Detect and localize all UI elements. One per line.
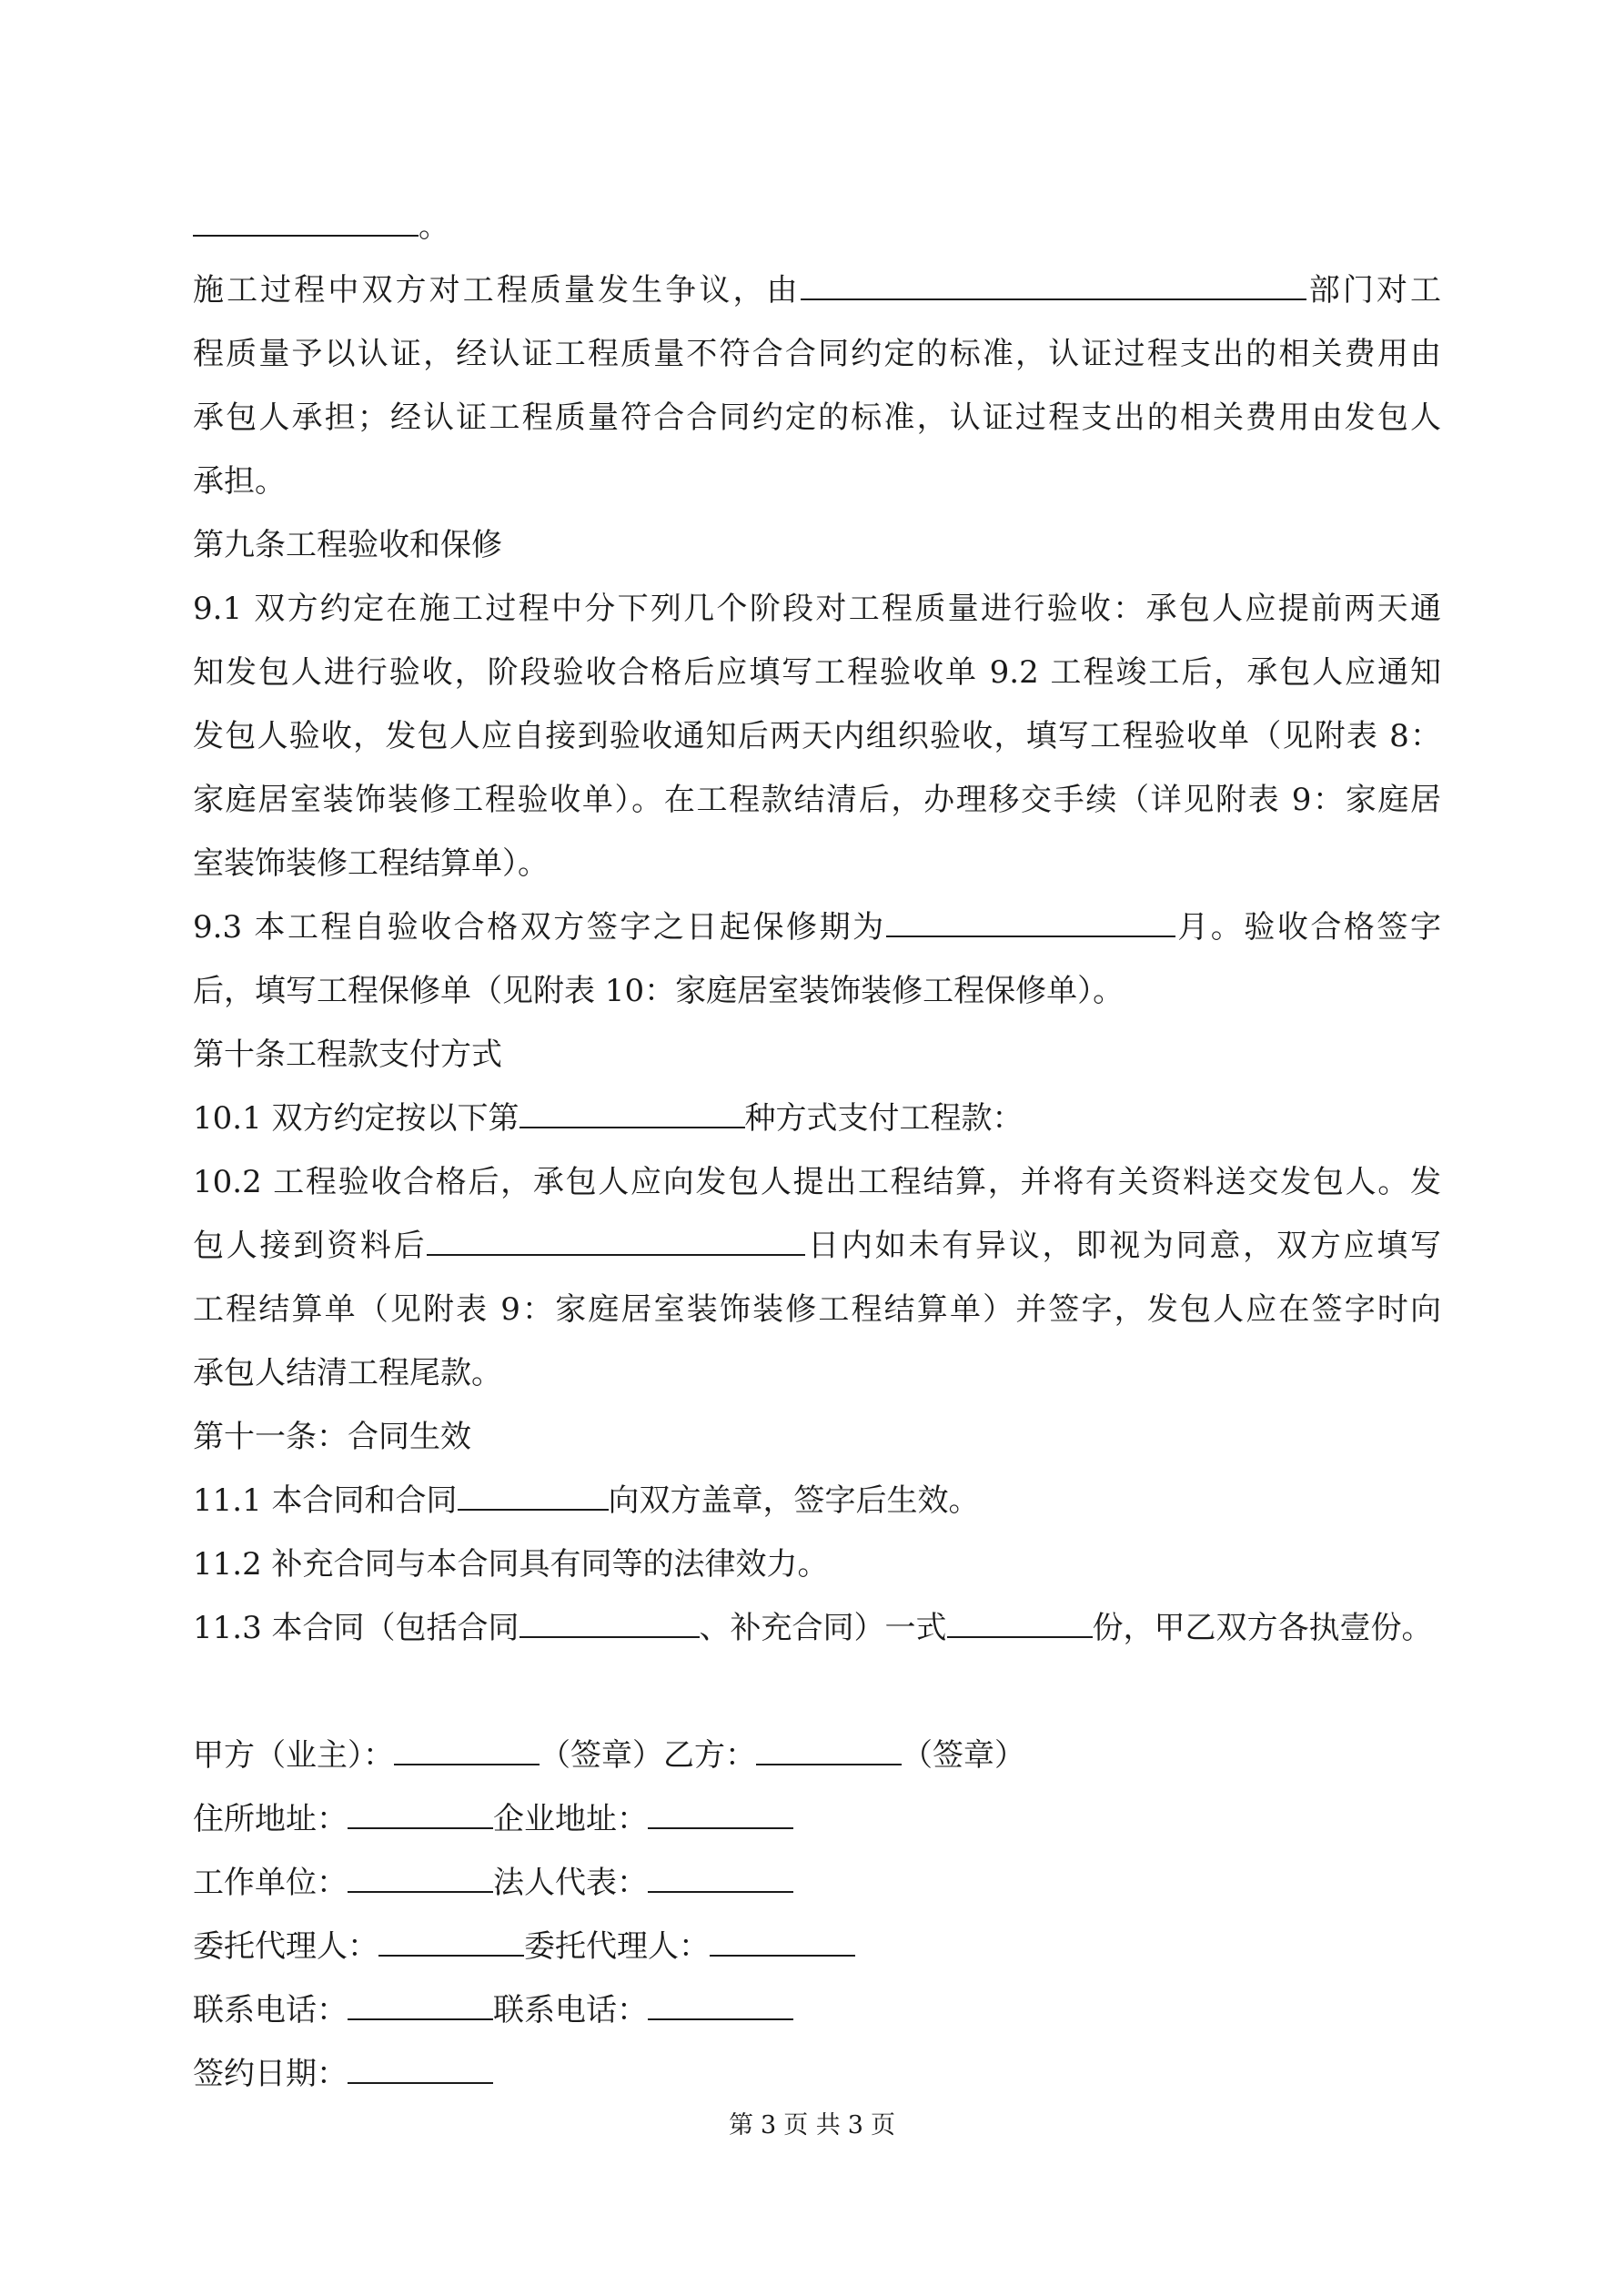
payment-clause-start: 10.1 双方约定按以下第 (193, 1100, 519, 1137)
current-page-number: 3 (761, 2111, 777, 2139)
text-line: 程质量予以认证，经认证工程质量不符合合同约定的标准，认证过程支出的相关费用由 (193, 336, 1441, 372)
contract-blank (458, 1483, 609, 1511)
text-line: 室装饰装修工程结算单）。 (193, 845, 549, 882)
legal-rep-blank (648, 1866, 793, 1893)
text-line (193, 195, 1441, 258)
total-page-number: 3 (847, 2111, 863, 2139)
article-11-heading: 第十一条：合同生效 (193, 1419, 471, 1455)
agent-b-blank (710, 1929, 855, 1957)
signature-line-address (193, 1787, 1441, 1851)
copies-clause-end: 份，甲乙双方各执壹份。 (1092, 1610, 1433, 1646)
signature-line-phones (193, 1978, 1441, 2042)
text-line: 家庭居室装饰装修工程验收单）。在工程款结清后，办理移交手续（详见附表 9：家庭居 (193, 782, 1441, 818)
footer-prefix: 第 (729, 2111, 754, 2139)
footer-middle: 页 共 (783, 2111, 841, 2139)
copies-clause-start: 11.3 本合同（包括合同 (193, 1610, 519, 1646)
dispute-clause-mid: 部门对工 (1306, 272, 1442, 308)
employer-label: 工作单位： (193, 1865, 348, 1901)
phone-b-label: 联系电话： (493, 1992, 648, 2028)
signature-line-agents (193, 1915, 1441, 1978)
page-footer (0, 2109, 1624, 2142)
text-line: 工程结算单（见附表 9：家庭居室装饰装修工程结算单）并签字，发包人应在签字时向 (193, 1291, 1441, 1328)
text-line: 后，填写工程保修单（见附表 10：家庭居室装饰装修工程保修单）。 (193, 973, 1125, 1009)
party-a-blank (394, 1738, 540, 1765)
text-line: 承包人结清工程尾款。 (193, 1355, 502, 1391)
text-line (193, 258, 1441, 322)
footer-suffix: 页 (870, 2111, 895, 2139)
text-line: 承包人承担；经认证工程质量符合合同约定的标准，认证过程支出的相关费用由发包人 (193, 400, 1441, 436)
signature-line-date (193, 2042, 1441, 2106)
contract-name-blank (519, 1611, 700, 1638)
warranty-period-blank (886, 910, 1175, 937)
signature-line-employer (193, 1851, 1441, 1915)
party-b-seal: （签章） (902, 1737, 1025, 1774)
text-line: 10.2 工程验收合格后，承包人应向发包人提出工程结算，并将有关资料送交发包人。发 (193, 1164, 1441, 1200)
party-a-label: 甲方（业主）： (193, 1737, 394, 1774)
employer-blank (348, 1866, 493, 1893)
text-line (193, 1214, 1441, 1278)
article-10-heading: 第十条工程款支付方式 (193, 1037, 502, 1073)
settlement-clause-start: 包人接到资料后 (193, 1228, 428, 1264)
text-line: 发包人验收，发包人应自接到验收通知后两天内组织验收，填写工程验收单（见附表 8： (193, 718, 1441, 754)
payment-clause-end: 种方式支付工程款： (744, 1100, 1024, 1137)
legal-rep-label: 法人代表： (493, 1865, 648, 1901)
company-address-blank (648, 1802, 793, 1829)
document-body (193, 195, 1441, 2106)
company-address-label: 企业地址： (493, 1801, 648, 1837)
dispute-clause-start: 施工过程中双方对工程质量发生争议，由 (193, 272, 801, 308)
phone-a-blank (348, 1993, 493, 2020)
fill-blank (193, 209, 419, 237)
text-line: 11.2 补充合同与本合同具有同等的法律效力。 (193, 1546, 829, 1583)
text-line: 9.1 双方约定在施工过程中分下列几个阶段对工程质量进行验收：承包人应提前两天通 (193, 591, 1441, 627)
warranty-clause-mid: 月。验收合格签字 (1175, 909, 1441, 946)
effect-clause-end: 向双方盖章，签字后生效。 (608, 1482, 980, 1519)
line-tail: 。 (419, 208, 449, 245)
agent-a-blank (378, 1929, 524, 1957)
date-label: 签约日期： (193, 2056, 348, 2092)
effect-clause-start: 11.1 本合同和合同 (193, 1482, 458, 1519)
address-blank (348, 1802, 493, 1829)
text-line: 承担。 (193, 463, 286, 500)
signature-block (193, 1724, 1441, 2106)
party-a-seal: （签章） (540, 1737, 663, 1774)
days-blank (427, 1229, 805, 1256)
text-line (193, 1596, 1441, 1660)
text-line (193, 895, 1441, 959)
article-9-heading: 第九条工程验收和保修 (193, 527, 502, 563)
department-blank (801, 273, 1306, 300)
agent-b-label: 委托代理人： (524, 1928, 710, 1965)
party-b-blank (756, 1738, 902, 1765)
phone-a-label: 联系电话： (193, 1992, 348, 2028)
copies-count-blank (947, 1611, 1093, 1638)
copies-clause-mid: 、补充合同）一式 (699, 1610, 947, 1646)
spacer (193, 1660, 1441, 1724)
signature-line-parties (193, 1724, 1441, 1787)
text-line: 知发包人进行验收，阶段验收合格后应填写工程验收单 9.2 工程竣工后，承包人应通知 (193, 654, 1441, 691)
text-line (193, 1469, 1441, 1532)
text-line (193, 1087, 1441, 1150)
payment-method-blank (519, 1101, 745, 1128)
phone-b-blank (648, 1993, 793, 2020)
date-blank (348, 2057, 493, 2084)
party-b-label: 乙方： (663, 1737, 756, 1774)
agent-a-label: 委托代理人： (193, 1928, 378, 1965)
settlement-clause-mid: 日内如未有异议，即视为同意，双方应填写 (805, 1228, 1442, 1264)
warranty-clause-start: 9.3 本工程自验收合格双方签字之日起保修期为 (193, 909, 886, 946)
address-label: 住所地址： (193, 1801, 348, 1837)
